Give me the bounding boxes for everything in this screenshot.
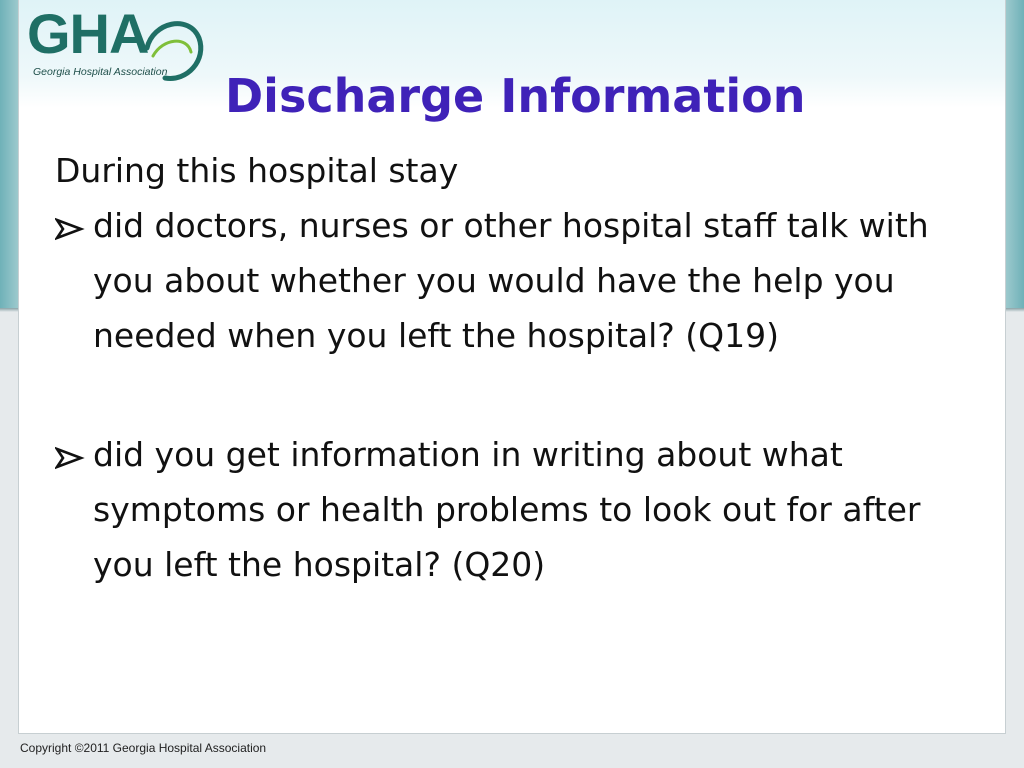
slide-body xyxy=(55,146,985,592)
logo-mark: GHA xyxy=(27,2,149,65)
bullet-text: did doctors, nurses or other hospital staff talk with you about whether you would have the help you needed when you left the hospital? (Q19) xyxy=(93,206,929,355)
bullet-arrow-icon xyxy=(55,445,89,471)
content-panel xyxy=(18,0,1006,734)
logo-org-name: Georgia Hospital Association xyxy=(33,66,168,78)
right-band xyxy=(1006,0,1024,308)
bullet-arrow-icon xyxy=(55,216,89,242)
bullet-item xyxy=(55,427,985,592)
slide-title: Discharge Information xyxy=(225,69,806,123)
bullet-item xyxy=(55,198,985,363)
copyright-footer: Copyright ©2011 Georgia Hospital Association xyxy=(20,741,267,755)
left-band xyxy=(0,0,18,308)
intro-text: During this hospital stay xyxy=(55,151,459,190)
bullet-text: did you get information in writing about what symptoms or health problems to look out for after you left the hospital? (Q20) xyxy=(93,435,921,584)
gha-logo xyxy=(27,4,203,84)
